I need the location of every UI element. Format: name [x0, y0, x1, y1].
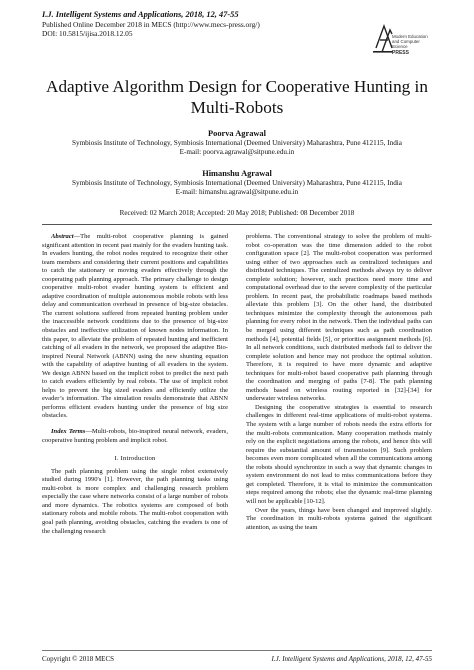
- body-paragraph-3: Over the years, things have been changed and improved slightly. The coordination in multi-robots systems gained the significant attention, as using the team: [246, 506, 432, 531]
- left-column: [42, 233, 228, 536]
- journal-citation: I.J. Intelligent Systems and Applications, 2018, 12, 47-55: [42, 10, 239, 19]
- abstract-paragraph: [42, 233, 228, 421]
- author-name: Himanshu Agrawal: [202, 169, 272, 178]
- paper-title: Adaptive Algorithm Design for Cooperative Hunting in Multi-Robots: [46, 77, 428, 117]
- body-paragraph-2: Designing the cooperative strategies is essential to research challenges in different real-time applications of multi-robot systems. The system with a large number of robots needs the extra efforts for the multi-robots communication. Many cooperation methods mainly rely on the explicit negotiations among the robots, and hence this will require the substantial amount of transmission [9]. Such problem becomes even more complicated when all the communications among the robots should synchronize in such a way that dynamic changes in system environment do not lead to miss communications before they get completed. Therefore, it is vital to minimize the communication steps required among the robots; else the dynamic real-time planning will not be applicable [10-12].: [246, 403, 432, 505]
- abstract-label: Abstract: [51, 233, 74, 240]
- footer-copyright: Copyright © 2018 MECS: [42, 655, 115, 663]
- doi-line: DOI: 10.5815/ijisa.2018.12.05: [42, 29, 133, 38]
- author-block-2: [40, 168, 434, 197]
- author-email: E-mail: poorva.agrawal@sitpune.edu.in: [179, 148, 295, 156]
- footer-journal: I.J. Intelligent Systems and Applications, 2018, 12, 47-55: [271, 655, 432, 663]
- body-paragraph-1: problems. The conventional strategy to solve the problem of multi-robot co-operation was the time dimension added to the robot configuration space [2]. The multi-robot cooperation was performed using either of two approaches such as centralized techniques and distributed techniques. The centralized methods always try to deliver complete solution; however, such practices need more time and computational overhead due to the severe complexity of the particular problem. In recent past, the probabilistic roadmaps based methods alleviate this problem [3]. On the other hand, the distributed techniques minimize the complexity through the autonomous path planning for every robot in the network. Then the individual paths can be merged using different techniques such as path coordination methods [4], potential fields [5], or priorities assignment methods [6]. In all network conditions, such distributed methods fail to deliver the complete solution and hence may not produce the optimal solution. Therefore, it is required to have more dynamic and adaptive techniques for multi-robot based cooperative path planning through the coordination and merging of paths [7-8]. The path planning methods based on wireless routing reported in [32]-[34] for underwater wireless networks.: [246, 233, 432, 403]
- keywords-label: Index Terms: [51, 428, 86, 436]
- publisher-logo-label: [392, 34, 432, 56]
- keywords-text: —Multi-robots, bio-inspired neural network, evaders, cooperative hunting problem and implicit robot.: [42, 428, 228, 444]
- section-heading: I. Introduction: [114, 455, 156, 463]
- intro-paragraph-1: The path planning problem using the single robot extensively studied during 1990's [1]. However, the path planning tasks using multi-robot is more complex and challenging research problem especially the case where networks consist of a large number of robots and more dynamics. The robotics systems are composed of both stationary robots and mobile robots. The multi-robot cooperation with goal path planning, avoiding obstacles, catching the evaders is one of the challenging research: [42, 467, 228, 535]
- author-email: E-mail: himanshu.agrawal@sitpune.edu.in: [175, 188, 299, 196]
- author-block-1: [40, 128, 434, 157]
- publisher-name: Modern Education and Computer Science: [392, 34, 428, 49]
- received-dates: Received: 02 March 2018; Accepted: 20 May 2018; Published: 08 December 2018: [119, 209, 355, 217]
- author-affiliation: Symbiosis Institute of Technology, Symbiosis International (Deemed University) Maharashtra, Pune 412115, India: [72, 139, 402, 147]
- footer-divider: [42, 650, 432, 651]
- publisher-mark: PRESS: [392, 50, 409, 56]
- published-online-line: Published Online December 2018 in MECS (http://www.mecs-press.org/): [42, 20, 260, 29]
- author-name: Poorva Agrawal: [208, 129, 266, 138]
- right-column: [246, 233, 432, 532]
- keywords-paragraph: [42, 428, 228, 445]
- author-affiliation: Symbiosis Institute of Technology, Symbiosis International (Deemed University) Maharashtra, Pune 412115, India: [72, 179, 402, 187]
- header-divider: [42, 224, 432, 225]
- abstract-text: —The multi-robot cooperative planning is gained significant attention in recent past mainly for the evaders hunting task. In evaders hunting, the robot nodes required to recognize their other team members and considering their current positions and capabilities to catch the stationary or moving evaders effectively through the cooperating path planning approach. The primary challenge to design cooperative multi-robot evader hunting system is efficient and adaptive coordination of multiple autonomous mobile robots with less delay and communication overhead in presence of big-size obstacles. The current solutions suffered from repeated hunting problem under the inaccessible network conditions due to the presence of big-size obstacles and ineffective utilization of known nodes information. In this paper, to alleviate the problem of repeated hunting and inefficient catching of all evaders in the network, we proposed the adaptive Bio-inspired Neural Network (ABNN) using the new shunting equation with the capability of adaptive hunting of all evaders in the system. We design ABNN based on the implicit robot to predict the next path to catch evaders efficiently by real robots. The use of implicit robot helps to prevent the big sized evaders and efficiently utilize the evader’s information. The simulation results demonstrate that ABNN performs efficient evaders hunting under the presence of big size obstacles.: [42, 233, 228, 420]
